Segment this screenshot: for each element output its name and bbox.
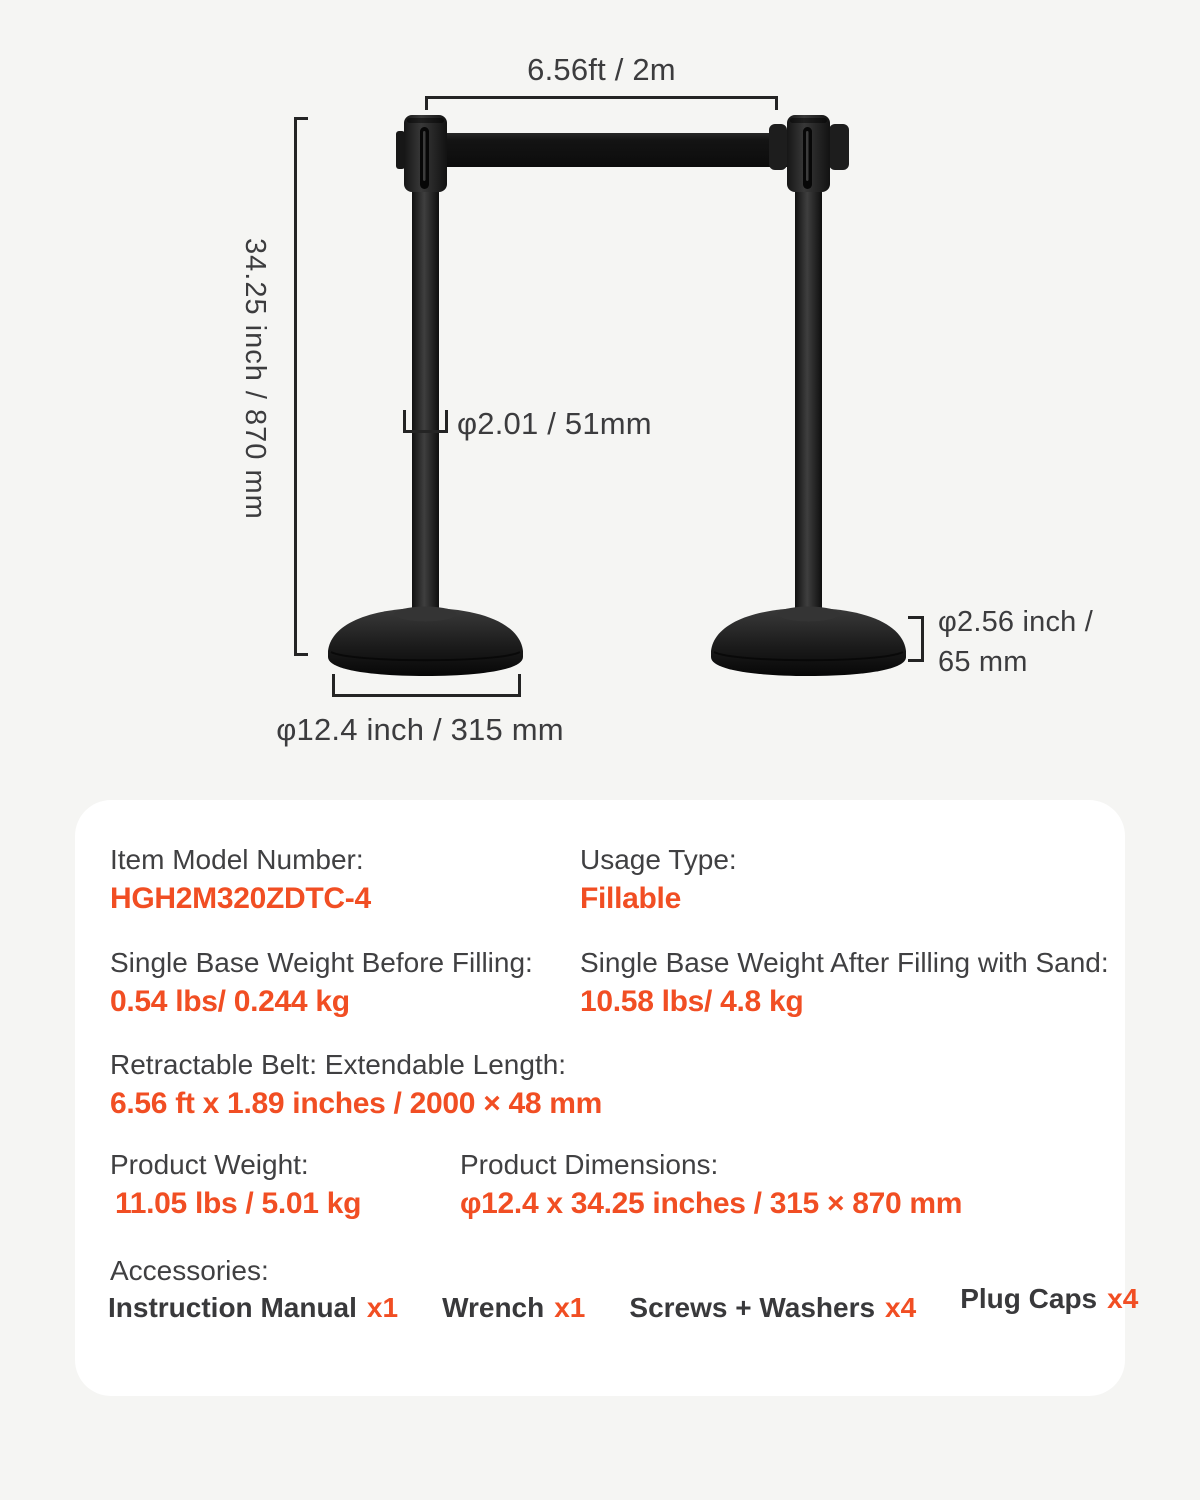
item-model-label: Item Model Number:: [110, 844, 364, 875]
accessory-name: Instruction Manual: [108, 1292, 357, 1323]
accessory-screws-washers: [629, 1292, 916, 1324]
accessory-qty: x4: [885, 1292, 917, 1323]
product-dimensions-value: φ12.4 x 34.25 inches / 315 × 870 mm: [460, 1187, 963, 1220]
base-weight-before-label: Single Base Weight Before Filling:: [110, 947, 533, 978]
pole-diameter-bracket: [403, 410, 448, 433]
item-model-value: HGH2M320ZDTC-4: [110, 882, 371, 915]
belt: [444, 133, 792, 167]
base-height-line2: 65 mm: [938, 646, 1028, 679]
base-diameter-bracket: [332, 674, 521, 697]
pole-diameter-dimension: φ2.01 / 51mm: [457, 406, 652, 441]
base-height-dimension: [938, 602, 1093, 682]
product-weight-value: 11.05 lbs / 5.01 kg: [115, 1187, 362, 1220]
post-height-bracket: [294, 117, 308, 656]
accessories-label: Accessories:: [110, 1255, 269, 1286]
accessory-wrench: [442, 1292, 585, 1324]
accessory-name: Plug Caps: [960, 1283, 1098, 1314]
spec-panel: [75, 800, 1139, 1396]
post-height-dimension: 34.25 inch / 870 mm: [239, 238, 271, 520]
base-height-bracket: [908, 616, 924, 662]
base-height-line1: φ2.56 inch /: [938, 606, 1094, 638]
product-dimensions-label: Product Dimensions:: [460, 1149, 719, 1180]
base-weight-before-value: 0.54 lbs/ 0.244 kg: [110, 985, 350, 1018]
base-diameter-dimension: φ12.4 inch / 315 mm: [276, 712, 564, 747]
accessory-qty: x1: [366, 1292, 399, 1323]
base-weight-after-value: 10.58 lbs/ 4.8 kg: [580, 985, 804, 1018]
accessory-plug-caps: [960, 1283, 1138, 1315]
right-post: [711, 115, 906, 676]
belt-span-bracket: [425, 96, 778, 110]
accessory-name: Wrench: [442, 1292, 545, 1323]
product-weight-label: Product Weight:: [110, 1149, 309, 1180]
belt-length-value: 6.56 ft x 1.89 inches / 2000 × 48 mm: [110, 1087, 603, 1120]
usage-type-value: Fillable: [580, 882, 681, 915]
belt-length-label: Retractable Belt: Extendable Length:: [110, 1049, 567, 1080]
accessory-qty: x1: [554, 1292, 586, 1323]
accessory-name: Screws + Washers: [629, 1292, 876, 1323]
usage-type-label: Usage Type:: [580, 844, 737, 875]
left-post: [328, 115, 523, 676]
accessories-list: [108, 1283, 1139, 1324]
accessory-qty: x4: [1107, 1283, 1139, 1314]
accessory-instruction-manual: [108, 1292, 398, 1324]
base-weight-after-label: Single Base Weight After Filling with Sand:: [580, 947, 1109, 978]
belt-span-dimension: 6.56ft / 2m: [527, 52, 676, 87]
